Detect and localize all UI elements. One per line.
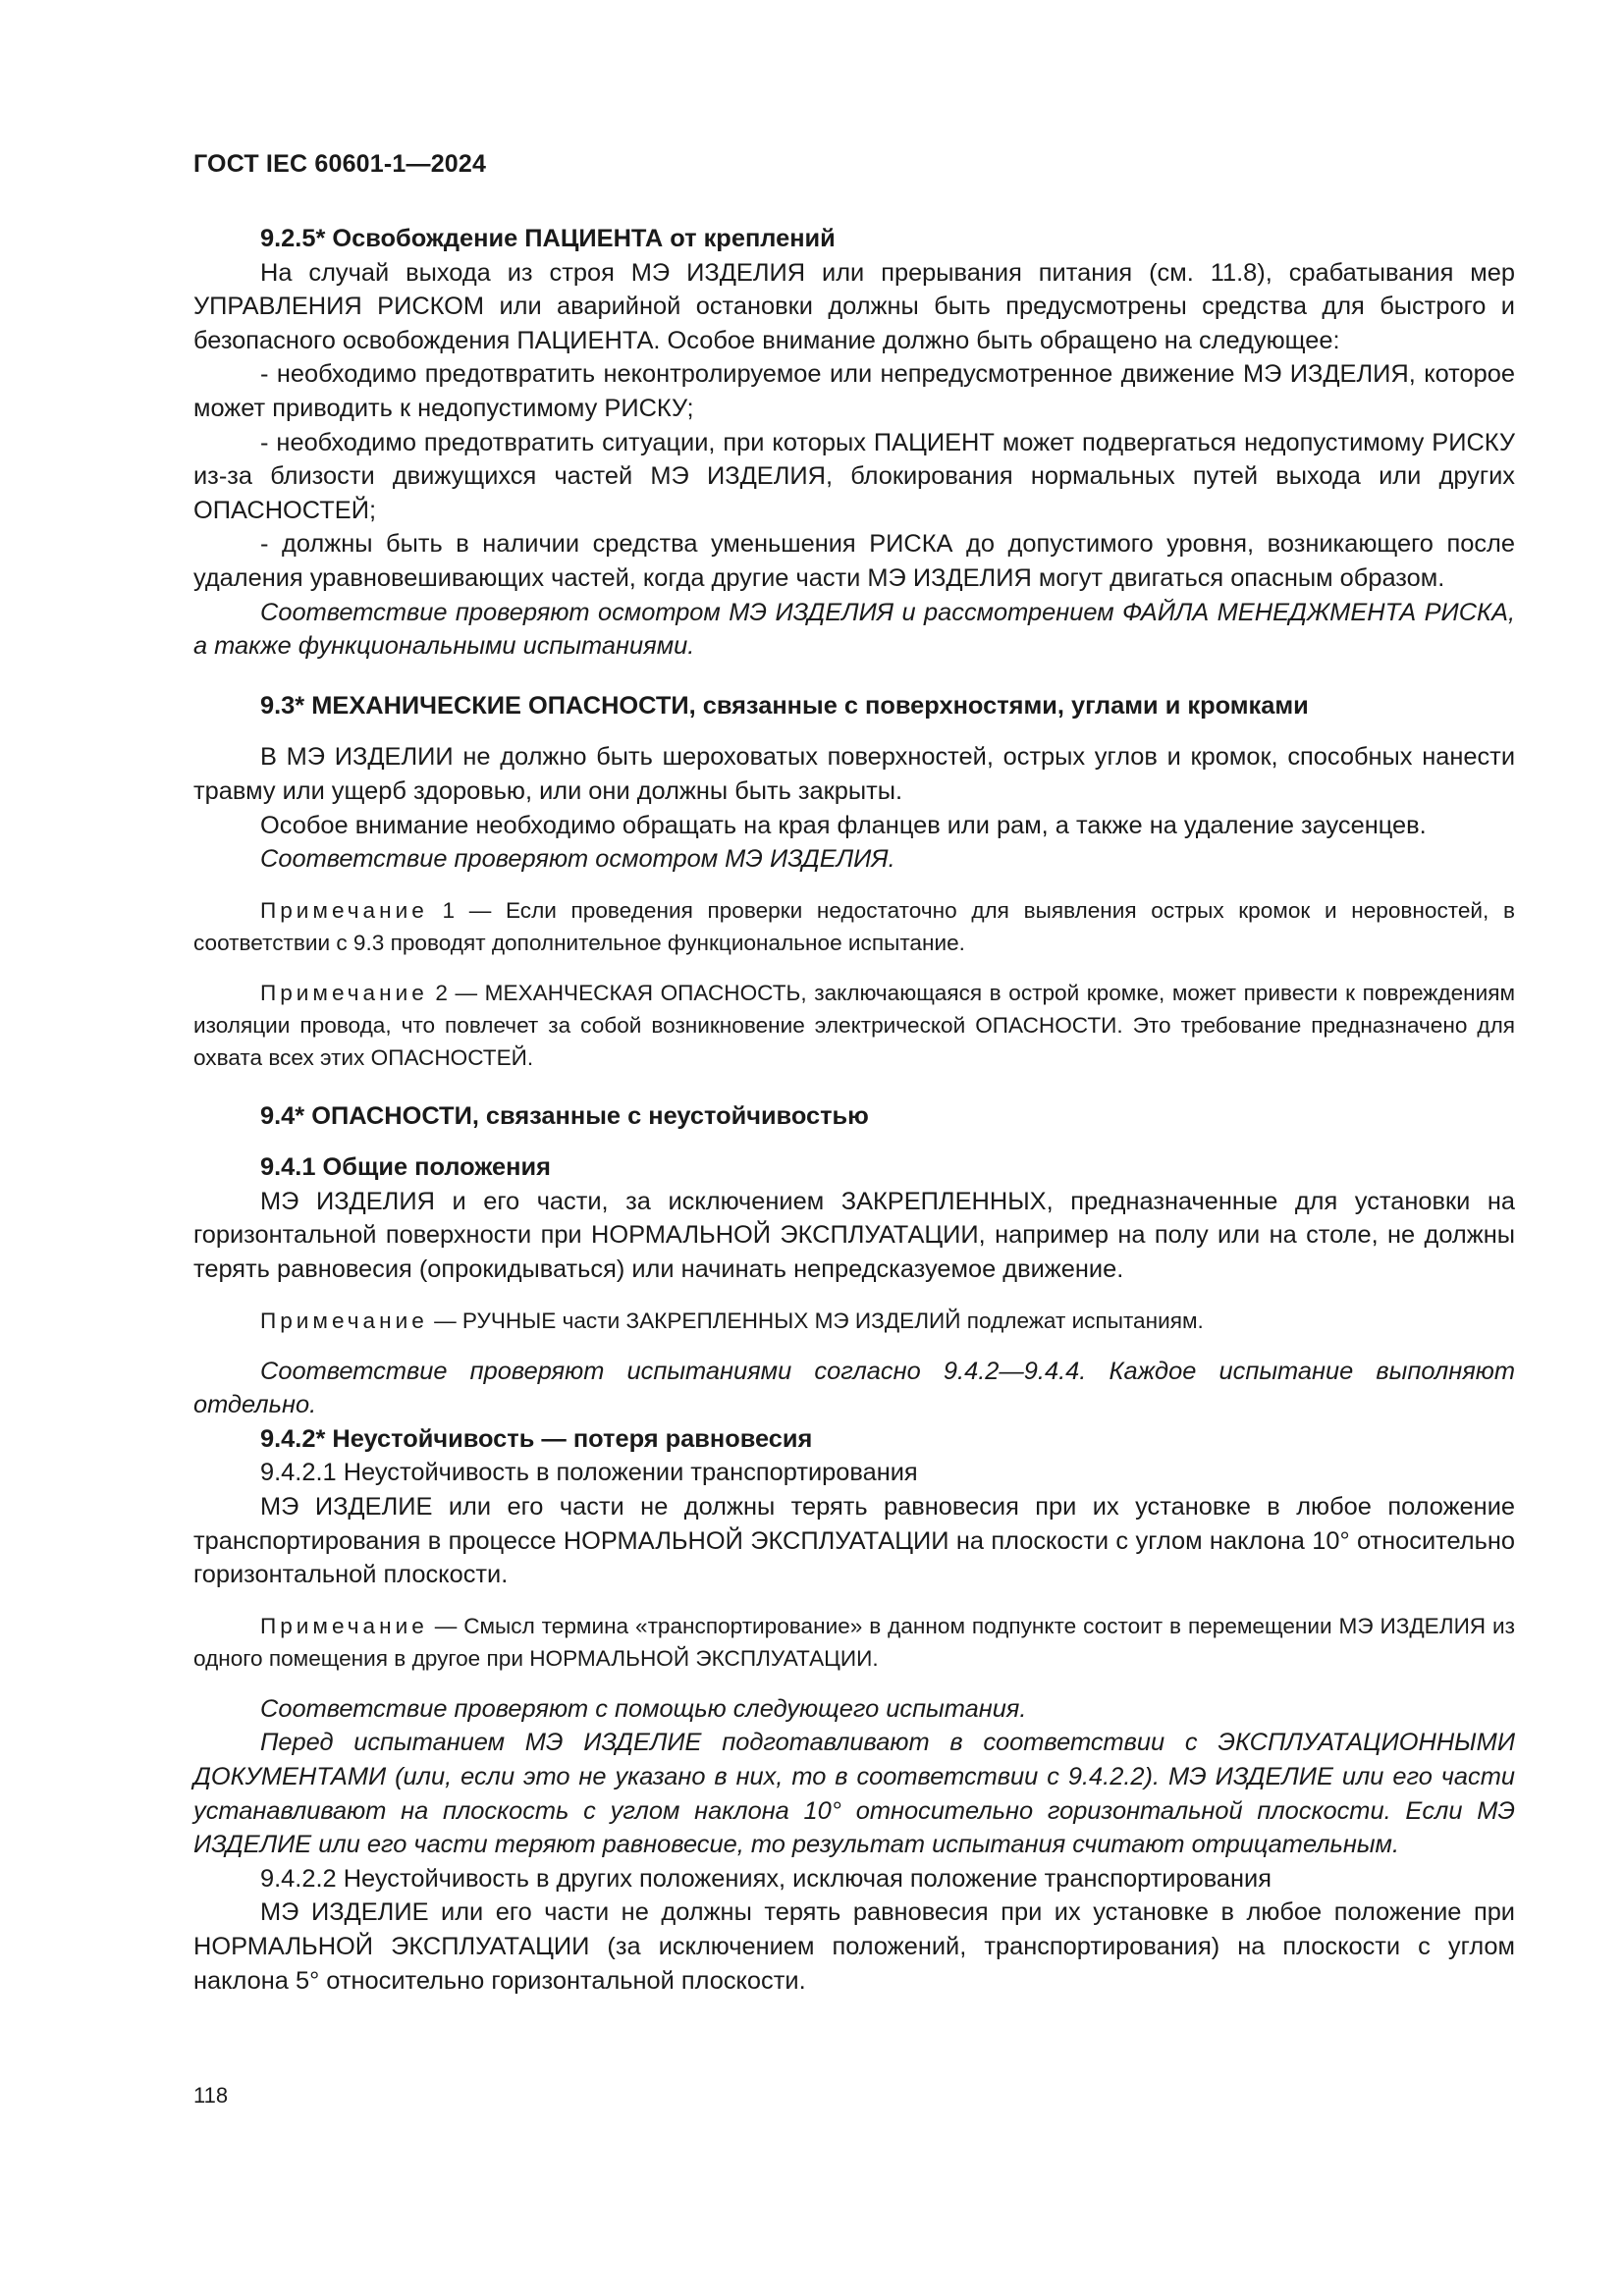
paragraph: МЭ ИЗДЕЛИЕ или его части не должны терять равновесия при их установке в любое положение при НОРМАЛЬНОЙ ЭКСПЛУАТАЦИИ (за исключением положений, транспортирования) на плоскости с углом наклона 5° относительно горизонтальной плоскости.	[193, 1898, 1515, 1995]
heading-9-3: 9.3* МЕХАНИЧЕСКИЕ ОПАСНОСТИ, связанные с поверхностями, углами и кромками	[260, 691, 1309, 720]
standard-header: ГОСТ IEC 60601-1—2024	[193, 150, 487, 178]
list-item: - должны быть в наличии средства уменьшения РИСКА до допустимого уровня, возникающего после удаления уравновешивающих частей, когда другие части МЭ ИЗДЕЛИЯ могут двигаться опасным образом.	[193, 530, 1515, 592]
compliance-text: Соответствие проверяют осмотром МЭ ИЗДЕЛИЯ и рассмотрением ФАЙЛА МЕНЕДЖМЕНТА РИСКА, а также функциональными испытаниями.	[193, 598, 1515, 661]
note-text: — МЕХАНЧЕСКАЯ ОПАСНОСТЬ, заключающаяся в острой кромке, может привести к повреждениям изоляции провода, что повлечет за собой возникновение электрической ОПАСНОСТИ. Это требование предназначено для охвата всех этих ОПАСНОСТЕЙ.	[193, 980, 1516, 1070]
note-label: Примечание	[260, 897, 428, 923]
note-number: 2	[435, 980, 448, 1005]
compliance-text: Соответствие проверяют осмотром МЭ ИЗДЕЛИЯ.	[260, 845, 895, 874]
test-procedure: Перед испытанием МЭ ИЗДЕЛИЕ подготавливают в соответствии с ЭКСПЛУАТАЦИОННЫМИ ДОКУМЕНТАМИ (или, если это не указано в них, то в соответствии с 9.4.2.2). МЭ ИЗДЕЛИЕ или его части устанавливают на плоскость с углом наклона 10° относительно горизонтальной плоскости. Если МЭ ИЗДЕЛИЕ или его части теряют равновесие, то результат испытания считают отрицательным.	[193, 1729, 1515, 1859]
paragraph: В МЭ ИЗДЕЛИИ не должно быть шероховатых поверхностей, острых углов и кромок, способных нанести травму или ущерб здоровью, или они должны быть закрыты.	[193, 743, 1515, 805]
list-item: - необходимо предотвратить неконтролируемое или непредусмотренное движение МЭ ИЗДЕЛИЯ, которое может приводить к недопустимому РИСКУ;	[193, 360, 1515, 422]
note-label: Примечание	[260, 1613, 428, 1638]
paragraph: МЭ ИЗДЕЛИЯ и его части, за исключением ЗАКРЕПЛЕННЫХ, предназначенные для установки на горизонтальной поверхности при НОРМАЛЬНОЙ ЭКСПЛУАТАЦИИ, например на полу или на столе, не должны терять равновесия (опрокидываться) или начинать непредсказуемое движение.	[193, 1187, 1515, 1284]
paragraph: МЭ ИЗДЕЛИЕ или его части не должны терять равновесия при их установке в любое положение транспортирования в процессе НОРМАЛЬНОЙ ЭКСПЛУАТАЦИИ на плоскости с углом наклона 10° относительно горизонтальной плоскости.	[193, 1493, 1515, 1589]
heading-9-4-2: 9.4.2* Неустойчивость — потеря равновесия	[260, 1424, 813, 1453]
note	[193, 1305, 1515, 1337]
heading-9-2-5: 9.2.5* Освобождение ПАЦИЕНТА от креплений	[260, 225, 836, 252]
note-label: Примечание	[260, 1308, 428, 1333]
compliance-text: Соответствие проверяют с помощью следующего испытания.	[260, 1694, 1027, 1723]
subheading-9-4-2-1: 9.4.2.1 Неустойчивость в положении транспортирования	[260, 1459, 918, 1487]
compliance-text: Соответствие проверяют испытаниями согласно 9.4.2—9.4.4. Каждое испытание выполняют отдельно.	[193, 1357, 1515, 1419]
document-body	[193, 222, 1515, 1998]
heading-9-4: 9.4* ОПАСНОСТИ, связанные с неустойчивостью	[260, 1101, 869, 1130]
note-text: — Смысл термина «транспортирование» в данном подпункте состоит в перемещении МЭ ИЗДЕЛИЯ из одного помещения в другое при НОРМАЛЬНОЙ ЭКСПЛУАТАЦИИ.	[193, 1613, 1516, 1671]
heading-9-4-1: 9.4.1 Общие положения	[260, 1153, 551, 1182]
paragraph: Особое внимание необходимо обращать на края фланцев или рам, а также на удаление заусенцев.	[260, 811, 1427, 839]
note-1	[193, 894, 1515, 959]
note-text: — Если проведения проверки недостаточно для выявления острых кромок и неровностей, в соответствии с 9.3 проводят дополнительное функциональное испытание.	[193, 897, 1515, 955]
list-item: - необходимо предотвратить ситуации, при которых ПАЦИЕНТ может подвергаться недопустимому РИСКУ из-за близости движущихся частей МЭ ИЗДЕЛИЯ, блокирования нормальных путей выхода или других ОПАСНОСТЕЙ;	[193, 428, 1515, 524]
note-label: Примечание	[260, 980, 428, 1005]
note-2	[193, 977, 1515, 1074]
page-number: 118	[193, 2083, 229, 2108]
paragraph: На случай выхода из строя МЭ ИЗДЕЛИЯ или прерывания питания (см. 11.8), срабатывания мер УПРАВЛЕНИЯ РИСКОМ или аварийной остановки должны быть предусмотрены средства для быстрого и безопасного освобождения ПАЦИЕНТА. Особое внимание должно быть обращено на следующее:	[193, 258, 1515, 354]
note	[193, 1610, 1515, 1675]
subheading-9-4-2-2: 9.4.2.2 Неустойчивость в других положениях, исключая положение транспортирования	[260, 1864, 1272, 1893]
note-text: — РУЧНЫЕ части ЗАКРЕПЛЕННЫХ МЭ ИЗДЕЛИЙ подлежат испытаниям.	[434, 1308, 1204, 1333]
note-number: 1	[442, 897, 456, 923]
